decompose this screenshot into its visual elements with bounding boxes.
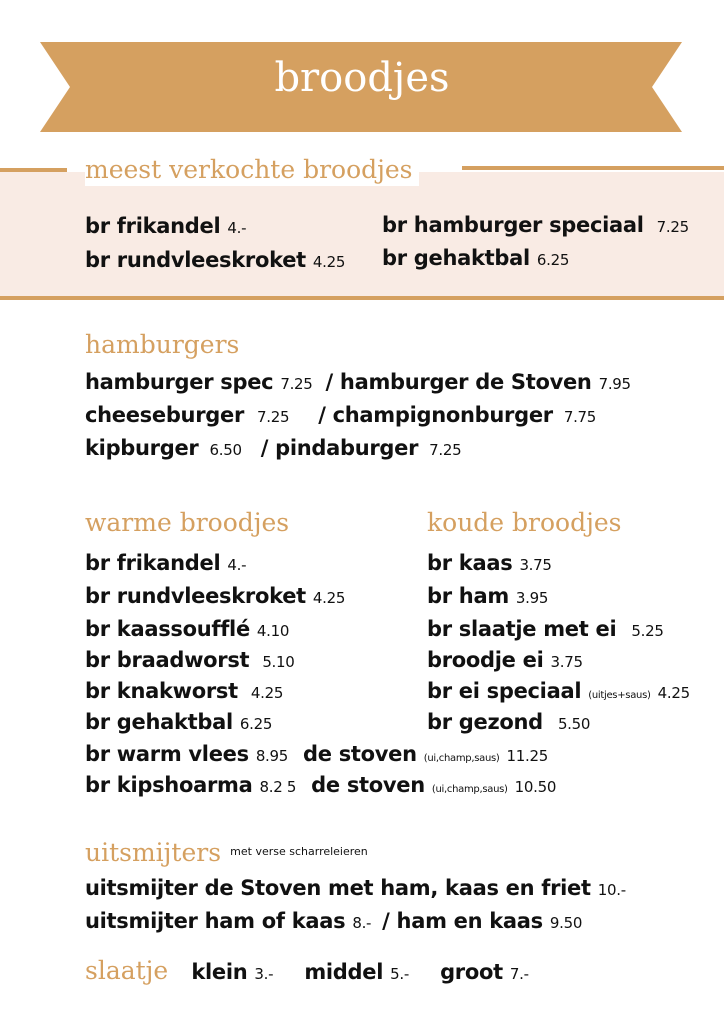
hamburgers-heading: hamburgers (85, 330, 240, 359)
menu-row: br warm vlees 8.95 de stoven (ui,champ,saus) 11.25 (85, 742, 548, 766)
bestsellers-rule-right (462, 166, 724, 170)
uitsmijters-heading-row (85, 838, 368, 867)
menu-row: hamburger spec 7.25 / hamburger de Stoven 7.95 (85, 370, 631, 394)
menu-item: br frikandel 4.- (85, 214, 247, 238)
uitsmijters-subtitle: met verse scharreleieren (230, 845, 368, 858)
menu-item: br rundvleeskroket 4.25 (85, 584, 346, 608)
menu-item: br frikandel 4.- (85, 551, 247, 575)
menu-row: kipburger 6.50 / pindaburger 7.25 (85, 436, 462, 460)
menu-item: br slaatje met ei 5.25 (427, 617, 664, 641)
menu-row: uitsmijter ham of kaas 8.- / ham en kaas 9.50 (85, 909, 583, 933)
menu-item: br knakworst 4.25 (85, 679, 284, 703)
menu-item: br ei speciaal (uitjes+saus) 4.25 (427, 679, 690, 703)
menu-item: br gehaktbal 6.25 (85, 710, 273, 734)
menu-item: br gezond 5.50 (427, 710, 591, 734)
menu-item: br braadworst 5.10 (85, 648, 295, 672)
bestsellers-heading: meest verkochte broodjes (85, 154, 419, 186)
menu-item: br gehaktbal 6.25 (382, 246, 570, 270)
cold-heading: koude broodjes (427, 508, 622, 537)
slaatje-heading: slaatje (85, 956, 169, 985)
bestsellers-rule-left (0, 168, 67, 172)
menu-row: br kipshoarma 8.2 5 de stoven (ui,champ,saus) 10.50 (85, 773, 557, 797)
menu-item: br hamburger speciaal 7.25 (382, 213, 689, 237)
menu-item: br rundvleeskroket 4.25 (85, 248, 346, 272)
size-option: klein 3.- (191, 960, 274, 984)
slaatje-row (85, 956, 529, 985)
size-option: groot 7.- (440, 960, 529, 984)
menu-row: cheeseburger 7.25 / champignonburger 7.75 (85, 403, 597, 427)
menu-item: uitsmijter de Stoven met ham, kaas en friet 10.- (85, 876, 626, 900)
size-option: middel 5.- (304, 960, 409, 984)
uitsmijters-heading: uitsmijters (85, 838, 222, 867)
menu-item: broodje ei 3.75 (427, 648, 583, 672)
menu-item: br ham 3.95 (427, 584, 549, 608)
menu-item: br kaassoufflé 4.10 (85, 617, 290, 641)
warm-heading: warme broodjes (85, 508, 290, 537)
page-title: broodjes (274, 55, 450, 101)
menu-item: br kaas 3.75 (427, 551, 552, 575)
